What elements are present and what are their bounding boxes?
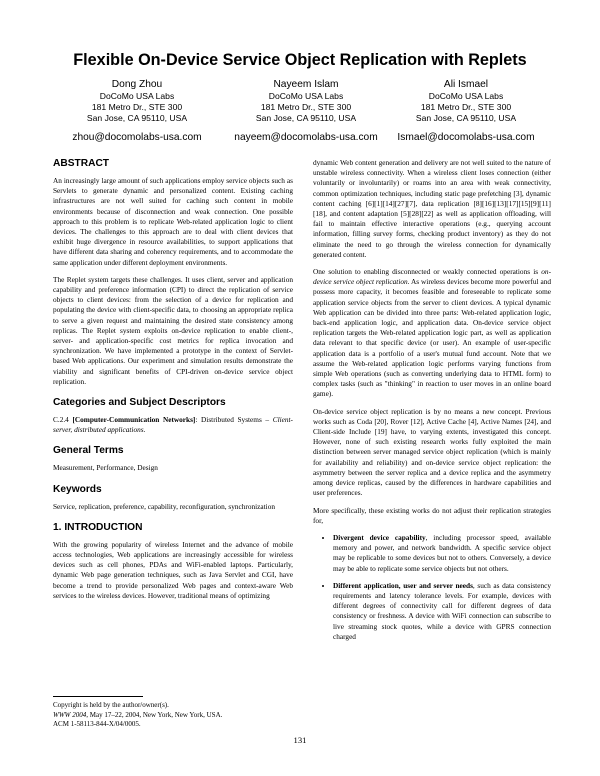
- author-block: [371, 78, 561, 144]
- abstract-heading: ABSTRACT: [53, 158, 110, 169]
- author-city: San Jose, CA 95110, USA: [415, 113, 517, 123]
- categories-text: [53, 415, 293, 435]
- body-paragraph: On-device service object replication is by no means a new concept. Previous works such as Coda [20], Rover [12], Active Cache [4], Active Names [24], and Client-side Include [19] have, to varying extents, investigated this concept. However, none of such existing research works fully exploited the main distinction between server managed service object replication (which is mainly for availability and reliability) and on-device service object replication: the asymmetry between the server replica and a device replica and the asymmetry among device replicas, caused by the differences in hardware capabilities and user preferences.: [313, 406, 551, 498]
- introduction-paragraph: With the growing popularity of wireless Internet and the advance of mobile access technologies, Web applications are increasingly accessible for wireless devices such as cell phones, PDAs and WiFi-enabled laptops. Particularly, dynamic Web page generation techniques, such as Java Servlet and CGI, have become a trend to provide personalized Web pages and context-aware Web services to the wireless devices. However, traditional means of optimizing: [53, 539, 293, 600]
- footnote-rule: [53, 696, 143, 697]
- page-number: 131: [293, 735, 307, 745]
- author-street: 181 Metro Dr., STE 300: [420, 102, 512, 112]
- body-text: . As wireless devices become more powerful and possess more capacity, it becomes feasible and foreseeable to replicate some application service objects from the server to client devices. A typical dynamic Web application can be divided into three parts: Web-related application logic, back-end application logic, and application data. On-device service object replication targets the Web-related application logic part, as well as application data relevant to that specific device (or user). An example of user-specific application data is a portfolio of a user's mutual fund account. Note that we assume the Web-related application logic performs varying functions from simple Web operations (such as converting underlying data to HTML form) to complex tasks (such as "thinking" in reaction to user moves in an online board game).: [313, 277, 552, 399]
- author-city: San Jose, CA 95110, USA: [86, 113, 188, 123]
- author-name: Ali Ismael: [443, 79, 489, 90]
- author-street: 181 Metro Dr., STE 300: [91, 102, 183, 112]
- introduction-heading: 1. INTRODUCTION: [53, 521, 143, 533]
- body-paragraph: [313, 267, 551, 400]
- left-column: [53, 158, 293, 608]
- author-name: Nayeem Islam: [273, 79, 339, 90]
- bullet-text: , including processor speed, available memory and power, and network bandwidth. A specific service object may be replicable to some devices but not to others. Conversely, a device may be able to replicate some service objects but not others.: [333, 532, 551, 573]
- body-paragraph: dynamic Web content generation and delivery are not well suited to the nature of unstable wireless connectivity. When a wireless client loses connection (either voluntarily or involuntarily) or roams into an area with weak connectivity, common optimization techniques, including static page prefetching [3], dynamic content caching [6][1][14][27][7], data replication [8][16][13][17][15][9][11][18], and content adaptation [5][28][22] as well as application offloading, will fail to maintain effective interactive operations (e.g., querying account information, filling survey forms, checking product inventory) as they do not eliminate the need to go through the wireless connection for dynamically generated content.: [313, 158, 551, 259]
- author-block: [42, 78, 232, 144]
- body-paragraph: More specifically, these existing works do not adjust their replication strategies for,: [313, 505, 551, 525]
- right-column: [313, 158, 551, 649]
- category-bold: [Computer-Communication Networks]: [72, 415, 196, 425]
- bullet-item: [333, 533, 551, 574]
- author-org: DoCoMo USA Labs: [268, 91, 344, 101]
- category-after: : Distributed Systems –: [195, 415, 273, 425]
- category-code: C.2.4: [53, 415, 69, 425]
- abstract-paragraph: The Replet system targets these challenges. It uses client, server and application capability and preference information (CPI) to direct the replication of service objects to client devices: from the selection of a device for replication and populating the device with client-specific data, to choosing an appropriate replica to serve a given request and maintaining the desired state consistency among replicas. The Replet system exploits on-device replication to enable client-, server- and application-specific cost metrics for replica invocation and synchronization. We have implemented a prototype in the context of Servlet-based Web applications. Our experiment and simulation results demonstrate the viability and significant benefits of CPI-driven on-device service object replication.: [53, 274, 293, 386]
- paper-title: Flexible On-Device Service Object Replication with Replets: [73, 51, 527, 69]
- copyright-line: [53, 711, 293, 721]
- bullet-text: , such as data consistency requirements and latency tolerance levels. For example, devices with different degrees of connectivity call for different degrees of data consistency or freshness. A device with WiFi connection can subscribe to live streaming stock quotes, while a device with GPRS connection charged: [333, 580, 551, 641]
- author-email: Ismael@docomolabs-usa.com: [397, 132, 535, 143]
- bullet-item: [333, 581, 551, 642]
- author-name: Dong Zhou: [111, 79, 163, 90]
- author-email: nayeem@docomolabs-usa.com: [234, 132, 378, 143]
- bullet-term: Different application, user and server needs: [333, 580, 473, 590]
- bullet-list: [313, 533, 551, 642]
- author-city: San Jose, CA 95110, USA: [255, 113, 357, 123]
- copyright-line: Copyright is held by the author/owner(s).: [53, 701, 169, 709]
- copyright-notice: [53, 701, 293, 730]
- abstract-paragraph: An increasingly large amount of such applications employ service objects such as Servlets to generate dynamic and personalized content. Existing caching infrastructures are not well suited for caching such content in mobile environments because of disconnection and weak connection. One possible approach to this problem is to replicate Web-related application logic to client devices. The challenges to this approach are to deal with client devices that exhibit huge divergence in resource availabilities, to support applications that have different data sharing and coherency requirements, and to accommodate the same application under different deployment environments.: [53, 176, 293, 267]
- author-email: zhou@docomolabs-usa.com: [72, 132, 202, 143]
- categories-heading: Categories and Subject Descriptors: [53, 397, 226, 409]
- keywords-text: Service, replication, preference, capability, reconfiguration, synchronization: [53, 501, 275, 511]
- bullet-term: Divergent device capability: [333, 532, 426, 542]
- body-emphasis: on-device service object replication: [313, 267, 551, 287]
- general-terms-text: Measurement, Performance, Design: [53, 463, 158, 473]
- author-org: DoCoMo USA Labs: [99, 91, 175, 101]
- author-org: DoCoMo USA Labs: [428, 91, 504, 101]
- body-text: One solution to enabling disconnected or weakly connected operations is: [313, 267, 542, 277]
- conference-details: , May 17–22, 2004, New York, New York, USA.: [86, 710, 223, 719]
- conference-name: WWW 2004: [53, 710, 87, 719]
- general-terms-heading: General Terms: [53, 445, 124, 457]
- category-italic: Client-server, distributed applications.: [53, 415, 293, 435]
- author-street: 181 Metro Dr., STE 300: [260, 102, 352, 112]
- copyright-line: ACM 1-58113-844-X/04/0005.: [53, 720, 141, 729]
- keywords-heading: Keywords: [53, 483, 102, 495]
